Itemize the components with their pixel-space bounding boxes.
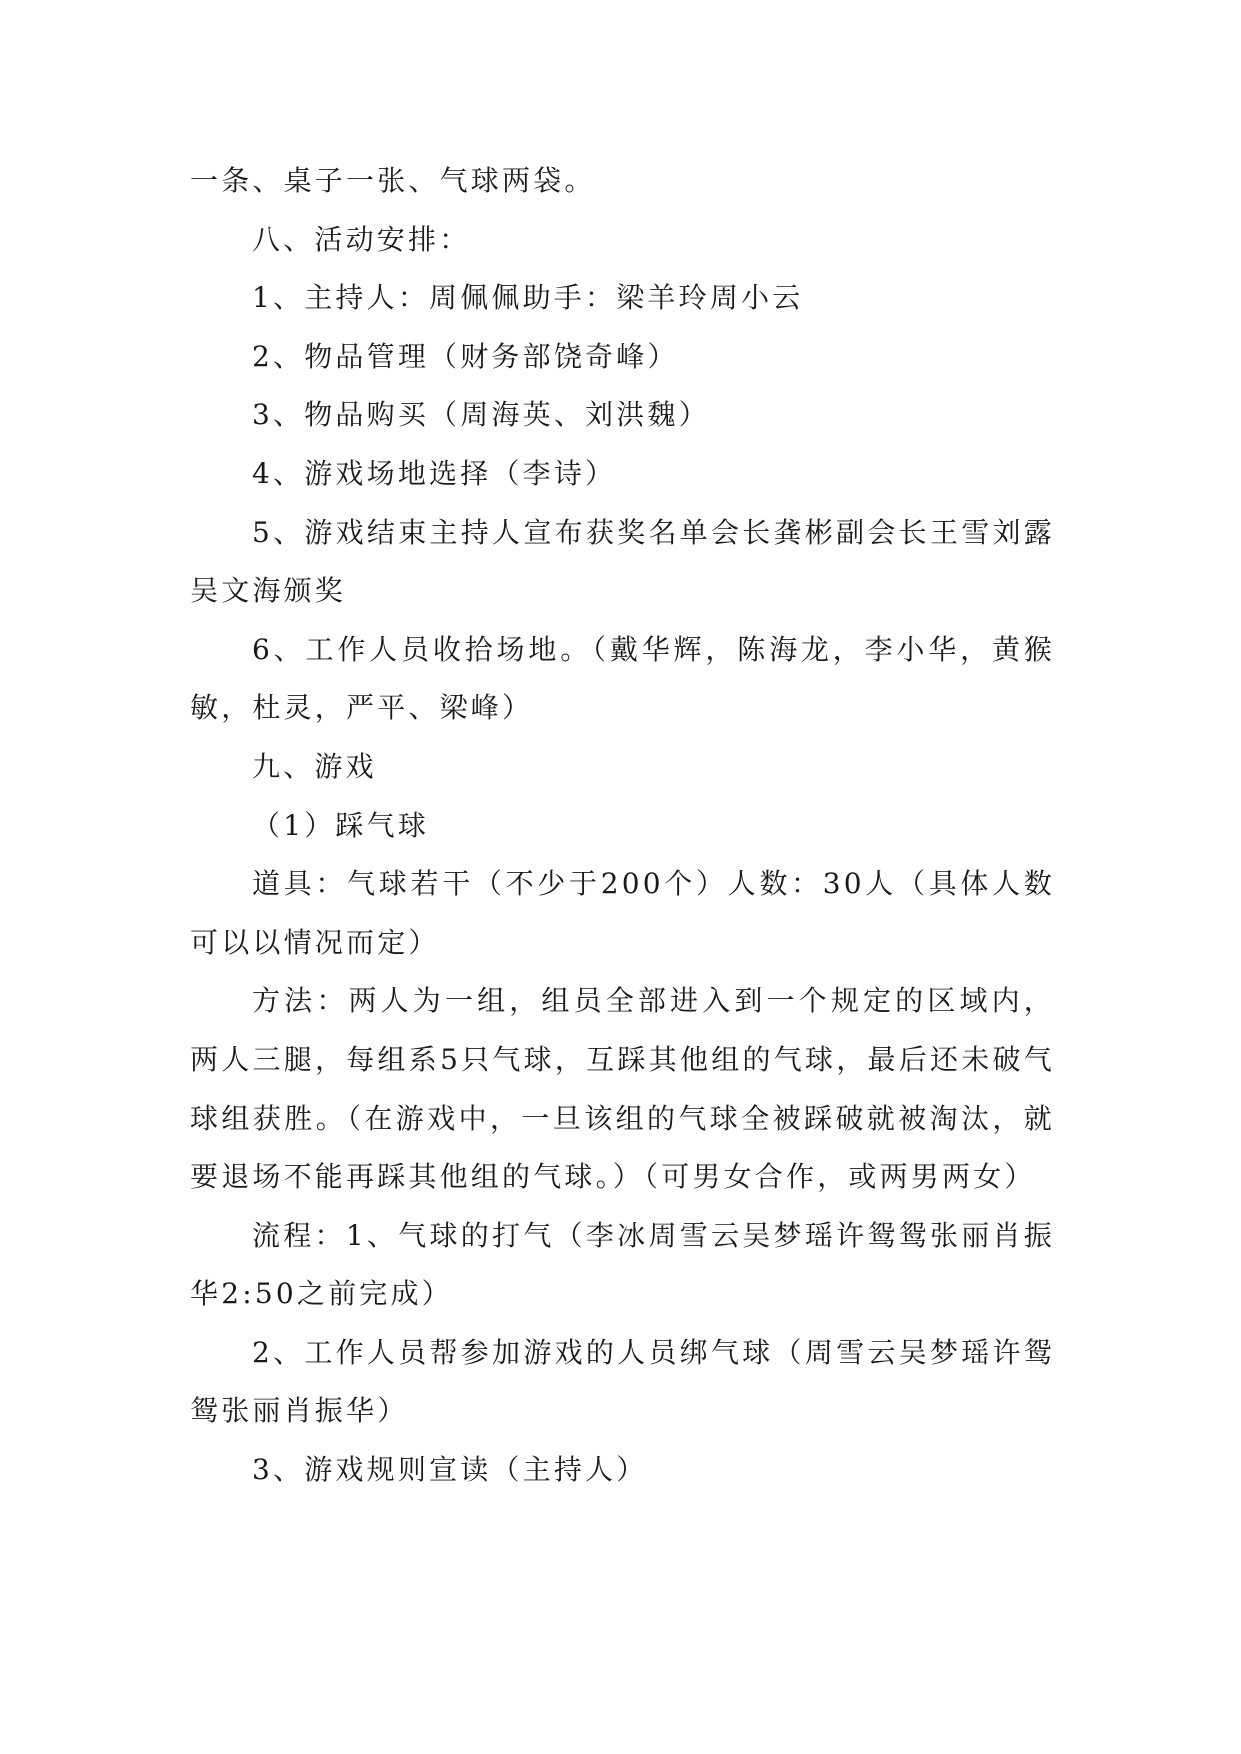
section-heading-games: 九、游戏 (252, 749, 377, 783)
list-item-host: 1、主持人：周佩佩助手：梁羊玲周小云 (252, 281, 804, 315)
list-item-venue-cleanup: 6、工作人员收拾场地。（戴华辉，陈海龙，李小华，黄猴敏，杜灵，严平、梁峰） (190, 632, 1055, 725)
paragraph-process-step-2: 2、工作人员帮参加游戏的人员绑气球（周雪云吴梦瑶许鸳鸳张丽肖振华） (190, 1335, 1055, 1428)
list-item-item-purchase: 3、物品购买（周海英、刘洪魏） (252, 398, 710, 432)
paragraph-materials-continued: 一条、桌子一张、气球两袋。 (190, 164, 596, 197)
paragraph-process-step-3: 3、游戏规则宣读（主持人） (252, 1453, 648, 1487)
list-item-award-announcement: 5、游戏结束主持人宣布获奖名单会长龚彬副会长王雪刘露吴文海颁奖 (190, 515, 1055, 608)
list-item-item-management: 2、物品管理（财务部饶奇峰） (252, 339, 679, 373)
paragraph-props: 道具：气球若干（不少于200个）人数：30人（具体人数可以以情况而定） (190, 867, 1055, 959)
paragraph-method: 方法：两人为一组，组员全部进入到一个规定的区域内，两人三腿，每组系5只气球，互踩其他组的气球，最后还未破气球组获胜。（在游戏中，一旦该组的气球全被踩破就被淘汰，就要退场不能再踩其他组的气球。）（可男女合作，或两男两女） (190, 984, 1055, 1194)
list-item-venue-selection: 4、游戏场地选择（李诗） (252, 456, 617, 490)
paragraph-process-step-1: 流程：1、气球的打气（李冰周雪云吴梦瑶许鸳鸳张丽肖振华2:50之前完成） (190, 1218, 1055, 1311)
document-body (190, 152, 1055, 1500)
section-heading-activity-arrangement: 八、活动安排： (252, 222, 471, 256)
subheading-balloon-stomp: （1）踩气球 (252, 808, 430, 842)
